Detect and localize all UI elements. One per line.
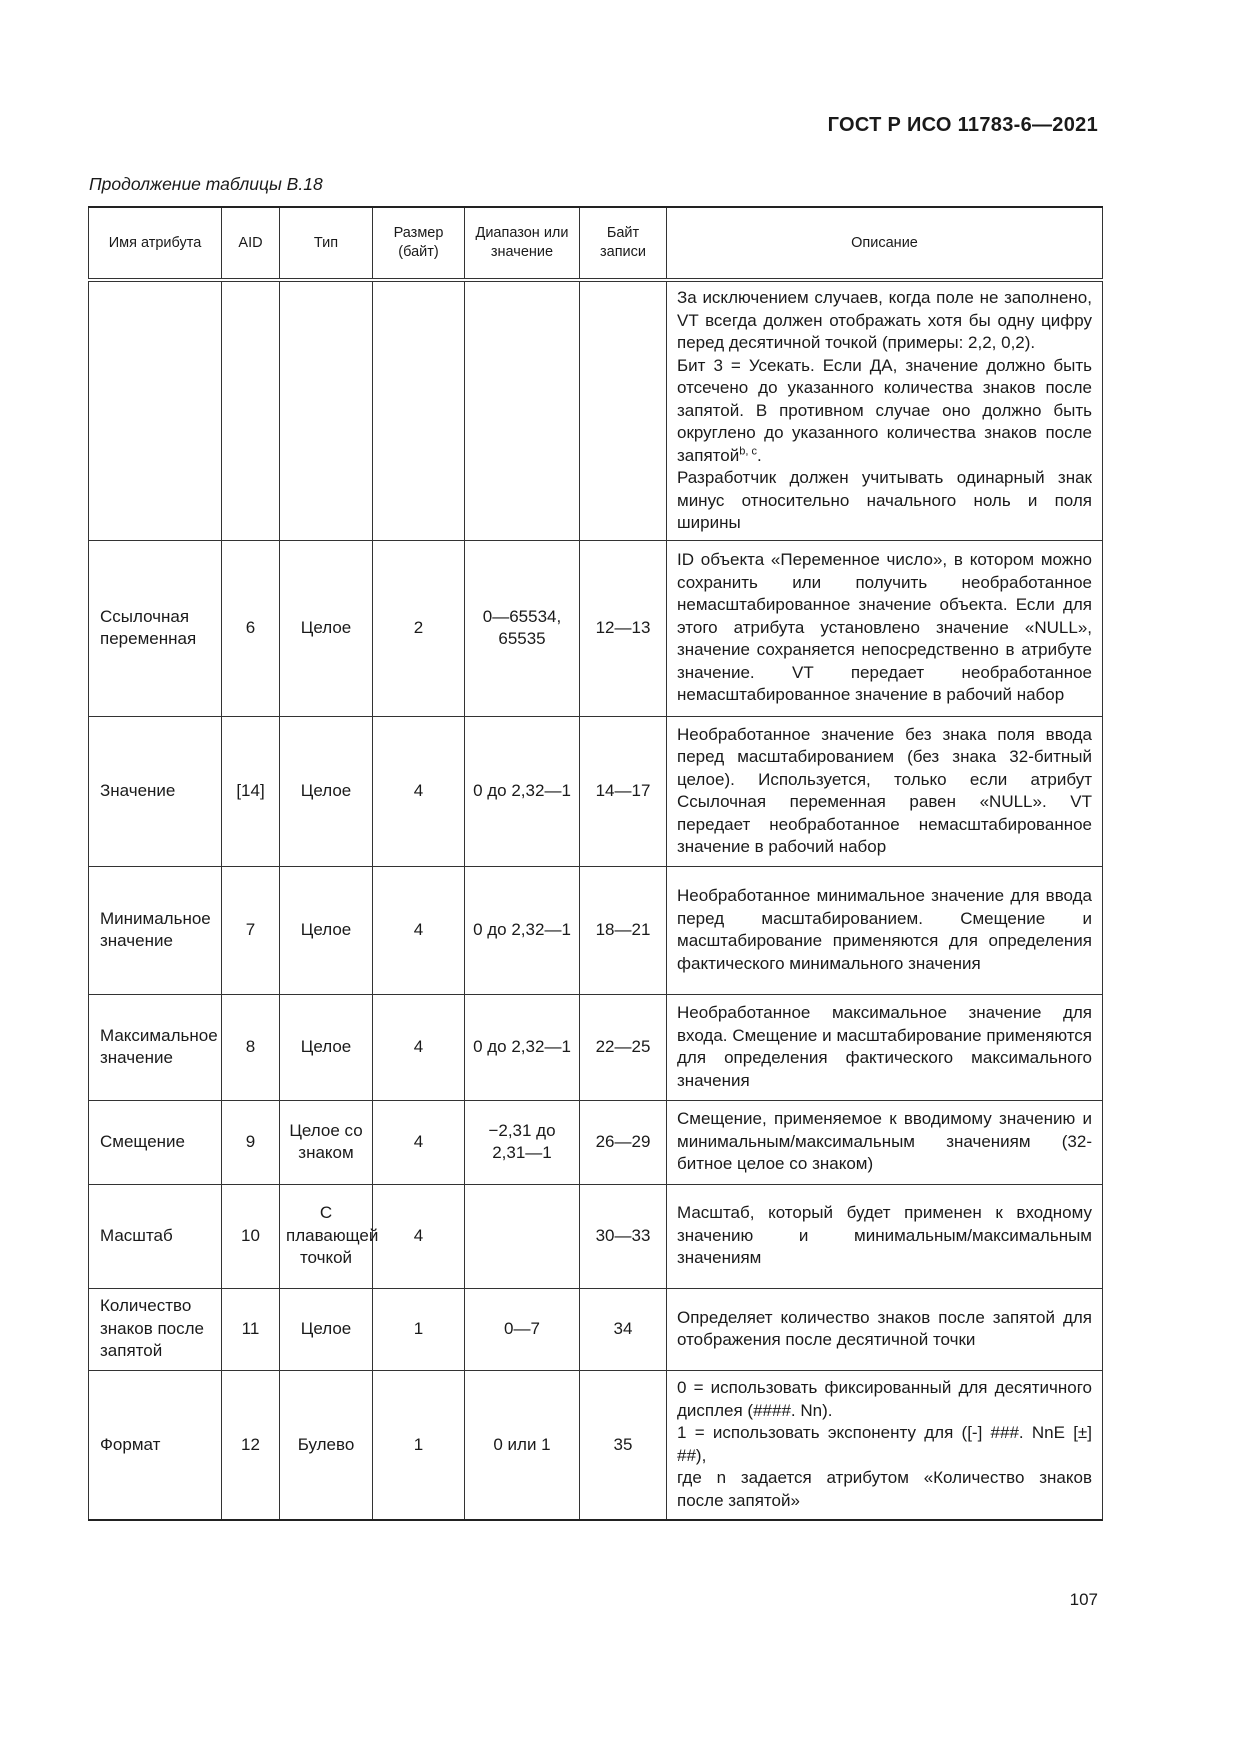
cell-range: 0—7 — [465, 1288, 580, 1370]
cell-empty — [89, 280, 222, 540]
cell-type: С плавающей точкой — [280, 1184, 373, 1288]
cell-name: Масштаб — [89, 1184, 222, 1288]
table-row — [89, 540, 1103, 716]
cell-range: 0 до 2,32—1 — [465, 994, 580, 1100]
header-size: Размер (байт) — [373, 207, 465, 280]
cell-aid: 6 — [222, 540, 280, 716]
cell-description: Определяет количество знаков после запятой для отображения после десятичной точки — [667, 1288, 1103, 1370]
cell-name: Смещение — [89, 1100, 222, 1184]
cell-empty — [222, 280, 280, 540]
header-aid: AID — [222, 207, 280, 280]
desc-paragraph: где n задается атрибутом «Количество знаков после запятой» — [677, 1468, 1092, 1510]
cell-description: Масштаб, который будет применен к входному значению и минимальным/максимальным значениям — [667, 1184, 1103, 1288]
cell-size: 1 — [373, 1370, 465, 1520]
table-row — [89, 716, 1103, 866]
footnote-ref: b, c — [739, 444, 757, 457]
cell-name: Минимальное значение — [89, 866, 222, 994]
header-record: Байт записи — [580, 207, 667, 280]
desc-paragraph: За исключением случаев, когда поле не заполнено, VT всегда должен отображать хотя бы одну цифру перед десятичной точкой (примеры: 2,2, 0,2). — [677, 288, 1092, 352]
cell-empty — [580, 280, 667, 540]
cell-type: Целое — [280, 1288, 373, 1370]
cell-record: 35 — [580, 1370, 667, 1520]
cell-range — [465, 1184, 580, 1288]
desc-paragraph: 1 = использовать экспоненту для ([-] ###. NnE [±] ##), — [677, 1423, 1092, 1465]
attributes-table — [88, 206, 1103, 1521]
cell-size: 1 — [373, 1288, 465, 1370]
cell-empty — [465, 280, 580, 540]
cell-type: Целое — [280, 716, 373, 866]
table-row — [89, 994, 1103, 1100]
cell-description: Необработанное минимальное значение для ввода перед масштабированием. Смещение и масштабирование применяются для определения фактического минимального значения — [667, 866, 1103, 994]
cell-description: Смещение, применяемое к вводимому значению и минимальным/максимальным значениям (32-битное целое со знаком) — [667, 1100, 1103, 1184]
cell-record: 12—13 — [580, 540, 667, 716]
desc-paragraph — [677, 355, 1092, 468]
cell-record: 18—21 — [580, 866, 667, 994]
cell-type: Целое — [280, 866, 373, 994]
cell-range: 0 до 2,32—1 — [465, 716, 580, 866]
cell-name: Формат — [89, 1370, 222, 1520]
cell-record: 30—33 — [580, 1184, 667, 1288]
table-row — [89, 1184, 1103, 1288]
cell-range: 0 до 2,32—1 — [465, 866, 580, 994]
header-description: Описание — [667, 207, 1103, 280]
cell-aid: 11 — [222, 1288, 280, 1370]
standard-designation: ГОСТ Р ИСО 11783-6—2021 — [827, 114, 1098, 136]
cell-aid: [14] — [222, 716, 280, 866]
cell-size: 4 — [373, 1100, 465, 1184]
cell-size: 4 — [373, 1184, 465, 1288]
cell-empty — [280, 280, 373, 540]
continuation-row — [89, 280, 1103, 540]
cell-name: Максимальное значение — [89, 994, 222, 1100]
cell-aid: 9 — [222, 1100, 280, 1184]
cell-size: 4 — [373, 994, 465, 1100]
cell-record: 26—29 — [580, 1100, 667, 1184]
header-range: Диапазон или значение — [465, 207, 580, 280]
cell-size: 4 — [373, 716, 465, 866]
cell-range: 0—65534, 65535 — [465, 540, 580, 716]
cell-type: Булево — [280, 1370, 373, 1520]
cell-name: Ссылочная переменная — [89, 540, 222, 716]
desc-text: . — [756, 445, 762, 465]
cell-type: Целое — [280, 540, 373, 716]
page-number: 107 — [1069, 1590, 1098, 1609]
header-name: Имя атрибута — [89, 207, 222, 280]
cell-name: Значение — [89, 716, 222, 866]
cell-record: 34 — [580, 1288, 667, 1370]
table-row — [89, 1288, 1103, 1370]
table-row — [89, 1100, 1103, 1184]
cell-description: Необработанное максимальное значение для входа. Смещение и масштабирование применяются для определения фактического максимального значения — [667, 994, 1103, 1100]
desc-text: Бит 3 = Усекать. Если ДА, значение должно быть отсечено до указанного количества знаков после запятой. В противном случае оно должно быть округлено до указанного количества знаков после запятой — [677, 355, 1092, 465]
cell-aid: 7 — [222, 866, 280, 994]
cell-description — [667, 1370, 1103, 1520]
table-row-format — [89, 1370, 1103, 1520]
cell-range: 0 или 1 — [465, 1370, 580, 1520]
table-header-row — [89, 207, 1103, 280]
table-caption: Продолжение таблицы В.18 — [89, 174, 323, 194]
cell-record: 14—17 — [580, 716, 667, 866]
header-type: Тип — [280, 207, 373, 280]
cell-aid: 10 — [222, 1184, 280, 1288]
cell-type: Целое со знаком — [280, 1100, 373, 1184]
cell-range: −2,31 до 2,31—1 — [465, 1100, 580, 1184]
cell-record: 22—25 — [580, 994, 667, 1100]
cell-type: Целое — [280, 994, 373, 1100]
table-row — [89, 866, 1103, 994]
continuation-description — [667, 280, 1103, 540]
desc-paragraph: Разработчик должен учитывать одинарный знак минус относительно начального ноль и поля ширины — [677, 468, 1092, 532]
cell-empty — [373, 280, 465, 540]
desc-paragraph: 0 = использовать фиксированный для десятичного дисплея (####. Nn). — [677, 1378, 1092, 1420]
cell-description: ID объекта «Переменное число», в котором можно сохранить или получить необработанное немасштабированное значение объекта. Если для этого атрибута установлено значение «NULL», значение сохраняется непосредственно в атрибуте значение. VT передает необработанное немасштабированное значение в рабочий набор — [667, 540, 1103, 716]
cell-description: Необработанное значение без знака поля ввода перед масштабированием (без знака 32-битный целое). Используется, только если атрибут Ссылочная переменная равен «NULL». VT передает необработанное немасштабированное значение в рабочий набор — [667, 716, 1103, 866]
cell-name: Количество знаков после запятой — [89, 1288, 222, 1370]
cell-aid: 8 — [222, 994, 280, 1100]
cell-size: 4 — [373, 866, 465, 994]
cell-size: 2 — [373, 540, 465, 716]
cell-aid: 12 — [222, 1370, 280, 1520]
